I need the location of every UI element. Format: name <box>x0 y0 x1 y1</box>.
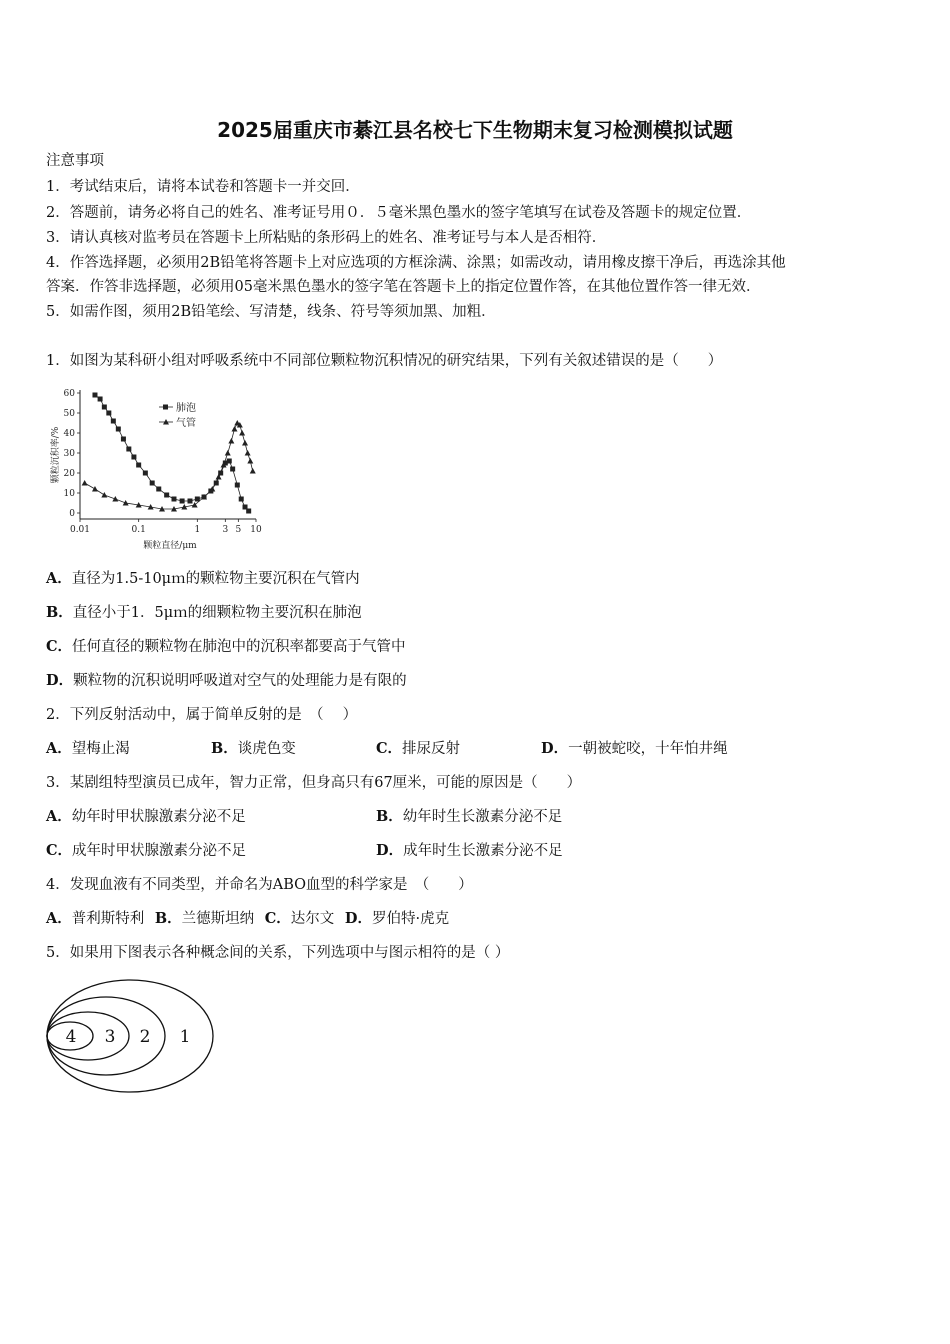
alveoli-point <box>188 499 193 504</box>
q5-stem: 5．如果用下图表示各种概念间的关系，下列选项中与图示相符的是（ ） <box>46 945 510 961</box>
option-text: 成年时生长激素分泌不足 <box>403 843 563 859</box>
y-tick-label: 0 <box>69 509 75 519</box>
legend <box>159 401 196 429</box>
x-tick-label: 5 <box>235 525 242 535</box>
option-text: 幼年时生长激素分泌不足 <box>402 809 563 825</box>
alveoli-point <box>235 483 240 488</box>
y-tick-label: 60 <box>63 389 75 399</box>
alveoli-point <box>180 499 185 504</box>
q1-stem: 1．如图为某科研小组对呼吸系统中不同部位颗粒物沉积情况的研究结果，下列有关叙述错误的是（ ） <box>46 353 723 369</box>
y-tick-label: 40 <box>63 429 75 439</box>
option-text: 罗伯特·虎克 <box>371 911 450 927</box>
notice-item: 1．考试结束后，请将本试卷和答题卡一并交回． <box>46 179 360 195</box>
trachea-point <box>123 500 129 506</box>
option-text: 任何直径的颗粒物在肺泡中的沉积率都要高于气管中 <box>72 639 406 655</box>
option-label: A． <box>46 808 72 825</box>
q2-option-b <box>211 739 296 759</box>
alveoli-point <box>126 447 131 452</box>
trachea-point <box>245 450 251 456</box>
q1-option-a <box>46 569 360 589</box>
trachea-point <box>247 458 253 464</box>
alveoli-point <box>171 497 176 502</box>
alveoli-point <box>102 405 107 410</box>
option-label: B． <box>154 910 182 927</box>
option-label: A． <box>46 570 72 587</box>
q3-stem: 3．某剧组特型演员已成年，智力正常，但身高只有67厘米，可能的原因是（ ） <box>46 775 582 791</box>
alveoli-point <box>106 411 111 416</box>
legend-label-trachea: 气管 <box>176 418 196 429</box>
option-label: A． <box>46 910 72 927</box>
notice-item: 答案．作答非选择题，必须用05毫米黑色墨水的签字笔在答题卡上的指定位置作答，在其他位置作答一律无效． <box>46 279 761 295</box>
option-text: 一朝被蛇咬，十年怕井绳 <box>568 741 728 757</box>
alveoli-point <box>111 419 116 424</box>
option-text: 排尿反射 <box>402 741 461 757</box>
trachea-point <box>112 496 118 502</box>
notice-item: 4．作答选择题，必须用2B铅笔将答题卡上对应选项的方框涂满、涂黑；如需改动，请用橡皮擦干净后，再选涂其他 <box>46 255 786 271</box>
alveoli-point <box>136 463 141 468</box>
option-label: A． <box>46 740 72 757</box>
x-tick-label: 1 <box>194 525 201 535</box>
q3-option-a <box>46 807 246 827</box>
trachea-point <box>225 450 231 456</box>
x-tick-label: 10 <box>250 525 262 535</box>
q2-stem: 2．下列反射活动中，属于简单反射的是 （ ） <box>46 707 358 723</box>
trachea-point <box>228 438 234 444</box>
ellipse-3 <box>47 1012 129 1060</box>
deposition-chart <box>46 380 276 555</box>
option-label: B． <box>46 604 73 621</box>
y-tick-label: 30 <box>63 449 75 459</box>
ellipse-label-1: 1 <box>179 1027 191 1047</box>
trachea-point <box>101 492 107 498</box>
option-text: 达尔文 <box>290 911 335 927</box>
alveoli-point <box>246 509 251 514</box>
option-text: 直径为1.5-10μｍ的颗粒物主要沉积在气管内 <box>71 571 360 587</box>
alveoli-point <box>92 393 97 398</box>
alveoli-point <box>239 497 244 502</box>
trachea-point <box>250 468 256 474</box>
ellipse-label-3: 3 <box>104 1027 116 1047</box>
concept-diagram <box>40 972 225 1102</box>
option-label: B． <box>211 740 238 757</box>
alveoli-point <box>116 427 121 432</box>
notice-heading: 注意事项 <box>46 153 104 169</box>
q2-option-d <box>541 739 728 759</box>
option-label: C． <box>264 910 291 927</box>
alveoli-point <box>150 481 155 486</box>
series-line-alveoli <box>95 395 249 511</box>
option-label: C． <box>46 638 73 655</box>
option-text: 直径小于1．5μｍ的细颗粒物主要沉积在肺泡 <box>72 605 362 621</box>
alveoli-point <box>131 455 136 460</box>
notice-item: 5．如需作图，须用2B铅笔绘、写清楚，线条、符号等须加黑、加粗． <box>46 304 496 320</box>
q3-option-d <box>376 841 563 861</box>
y-tick-label: 50 <box>63 409 75 419</box>
option-text: 成年时甲状腺激素分泌不足 <box>72 843 247 859</box>
option-label: C． <box>46 842 73 859</box>
q1-option-b <box>46 603 362 623</box>
q1-option-d <box>46 671 407 691</box>
option-label: C． <box>376 740 403 757</box>
legend-label-alveoli: 肺泡 <box>176 403 196 414</box>
alveoli-point <box>227 459 232 464</box>
option-label: B． <box>376 808 403 825</box>
option-label: D． <box>344 910 372 927</box>
option-text: 兰德斯坦纳 <box>181 911 255 927</box>
q3-option-b <box>376 807 562 827</box>
option-text: 幼年时甲状腺激素分泌不足 <box>71 809 246 825</box>
alveoli-point <box>143 471 148 476</box>
trachea-point <box>92 486 98 492</box>
alveoli-point <box>230 467 235 472</box>
q2-option-c <box>376 739 460 759</box>
q3-option-c <box>46 841 246 861</box>
trachea-point <box>231 426 237 432</box>
trachea-point <box>82 480 88 486</box>
trachea-point <box>239 430 245 436</box>
option-text: 颗粒物的沉积说明呼吸道对空气的处理能力是有限的 <box>73 673 407 689</box>
option-text: 谈虎色变 <box>237 741 296 757</box>
option-label: D． <box>376 842 404 859</box>
option-text: 普利斯特利 <box>71 911 145 927</box>
ellipse-label-2: 2 <box>139 1027 151 1047</box>
q4-options <box>46 909 449 929</box>
alveoli-point <box>156 487 161 492</box>
notice-item: 2．答题前，请务必将自己的姓名、准考证号用０．５毫米黑色墨水的签字笔填写在试卷及答题卡的规定位置． <box>46 205 752 221</box>
q1-option-c <box>46 637 406 657</box>
option-label: D． <box>46 672 74 689</box>
option-label: D． <box>541 740 569 757</box>
q4-stem: 4．发现血液有不同类型，并命名为ABO血型的科学家是 （ ） <box>46 877 473 893</box>
y-axis-label: 颗粒沉积率/% <box>51 426 61 484</box>
alveoli-point <box>164 493 169 498</box>
y-tick-label: 10 <box>63 489 75 499</box>
x-tick-label: 0.01 <box>69 525 91 535</box>
notice-item: 3．请认真核对监考员在答题卡上所粘贴的条形码上的姓名、准考证号与本人是否相符． <box>46 230 607 246</box>
alveoli-point <box>98 397 103 402</box>
x-tick-label: 3 <box>222 525 229 535</box>
y-tick-label: 20 <box>63 469 75 479</box>
x-tick-label: 0.1 <box>131 525 146 535</box>
page-title: 2025届重庆市綦江县名校七下生物期末复习检测模拟试题 <box>217 118 733 142</box>
ellipse-label-4: 4 <box>65 1027 77 1047</box>
option-text: 望梅止渴 <box>71 741 130 757</box>
q2-option-a <box>46 739 130 759</box>
x-axis-label: 颗粒直径/μm <box>143 541 197 551</box>
trachea-point <box>242 440 248 446</box>
alveoli-point <box>121 437 126 442</box>
